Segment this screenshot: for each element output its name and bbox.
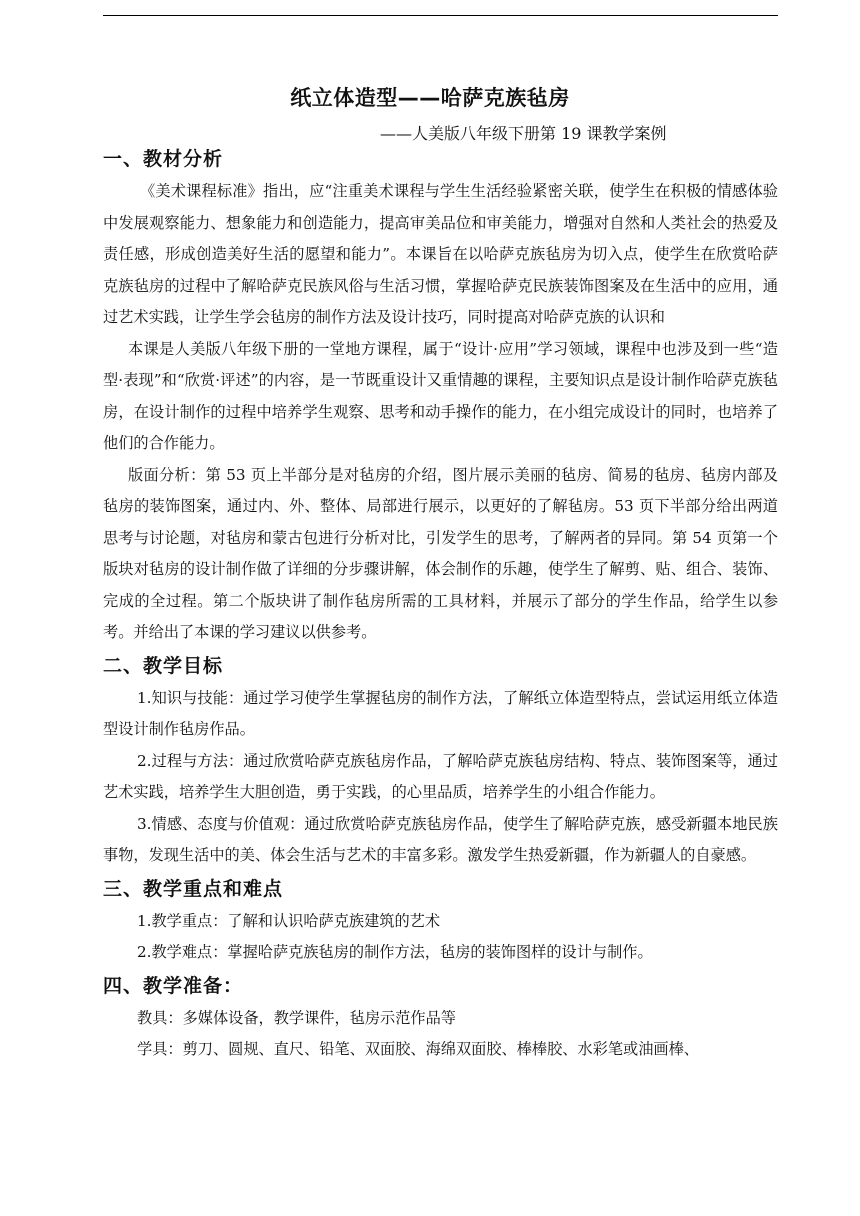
header-rule (103, 15, 778, 16)
paragraph: 2.过程与方法：通过欣赏哈萨克族毡房作品，了解哈萨克族毡房结构、特点、装饰图案等，通过艺术实践，培养学生大胆创造，勇于实践，的心里品质，培养学生的小组合作能力。 (103, 751, 778, 801)
page-title: 纸立体造型——哈萨克族毡房 (290, 86, 570, 110)
section-textbook-analysis (103, 142, 778, 649)
paragraph: 1.知识与技能：通过学习使学生掌握毡房的制作方法，了解纸立体造型特点，尝试运用纸立体造型设计制作毡房作品。 (103, 688, 778, 738)
section-heading: 四、教学准备： (103, 974, 244, 997)
paragraph: 《美术课程标准》指出，应“注重美术课程与学生生活经验紧密关联，使学生在积极的情感体验中发展观察能力、想象能力和创造能力，提高审美品位和审美能力，增强对自然和人类社会的热爱及责任感，形成创造美好生活的愿望和能力”。本课旨在以哈萨克族毡房为切入点，使学生在欣赏哈萨克族毡房的过程中了解哈萨克民族风俗与生活习惯，掌握哈萨克民族装饰图案及在生活中的应用，通过艺术实践，让学生学会毡房的制作方法及设计技巧，同时提高对哈萨克族的认识和 (103, 182, 778, 326)
section-heading: 二、教学目标 (103, 654, 224, 677)
paragraph: 版面分析：第 53 页上半部分是对毡房的介绍，图片展示美丽的毡房、简易的毡房、毡房内部及毡房的装饰图案，通过内、外、整体、局部进行展示，以更好的了解毡房。53 页下半部分给出两道思考与讨论题，对毡房和蒙古包进行分析对比，引发学生的思考，了解两者的异同。第 54 页第一个版块对毡房的设计制作做了详细的分步骤讲解，体会制作的乐趣，使学生了解剪、贴、组合、装饰、完成的全过程。第二个版块讲了制作毡房所需的工具材料，并展示了部分的学生作品，给学生以参考。并给出了本课的学习建议以供参考。 (103, 465, 778, 641)
section-preparation (103, 969, 778, 1066)
paragraph: 1.教学重点：了解和认识哈萨克族建筑的艺术 (137, 911, 441, 930)
page-subtitle: ——人美版八年级下册第 19 课教学案例 (380, 124, 667, 143)
section-heading: 一、教材分析 (103, 148, 224, 170)
paragraph: 学具：剪刀、圆规、直尺、铅笔、双面胶、海绵双面胶、棒棒胶、水彩笔或油画棒、 (137, 1040, 699, 1058)
section-teaching-goals (103, 649, 778, 872)
section-key-points (103, 872, 778, 969)
section-heading: 三、教学重点和难点 (103, 877, 284, 900)
paragraph: 教具：多媒体设备，教学课件，毡房示范作品等 (137, 1008, 456, 1027)
paragraph: 3.情感、态度与价值观：通过欣赏哈萨克族毡房作品，使学生了解哈萨克族，感受新疆本地民族事物，发现生活中的美、体会生活与艺术的丰富多彩。激发学生热爱新疆，作为新疆人的自豪感。 (103, 814, 778, 864)
paragraph: 本课是人美版八年级下册的一堂地方课程，属于“设计·应用”学习领域，课程中也涉及到一些“造型·表现”和“欣赏·评述”的内容，是一节既重设计又重情趣的课程，主要知识点是设计制作哈萨克族毡房，在设计制作的过程中培养学生观察、思考和动手操作的能力，在小组完成设计的同时，也培养了他们的合作能力。 (103, 339, 778, 452)
document-body (103, 142, 778, 1066)
paragraph: 2.教学难点：掌握哈萨克族毡房的制作方法，毡房的装饰图样的设计与制作。 (137, 943, 653, 961)
